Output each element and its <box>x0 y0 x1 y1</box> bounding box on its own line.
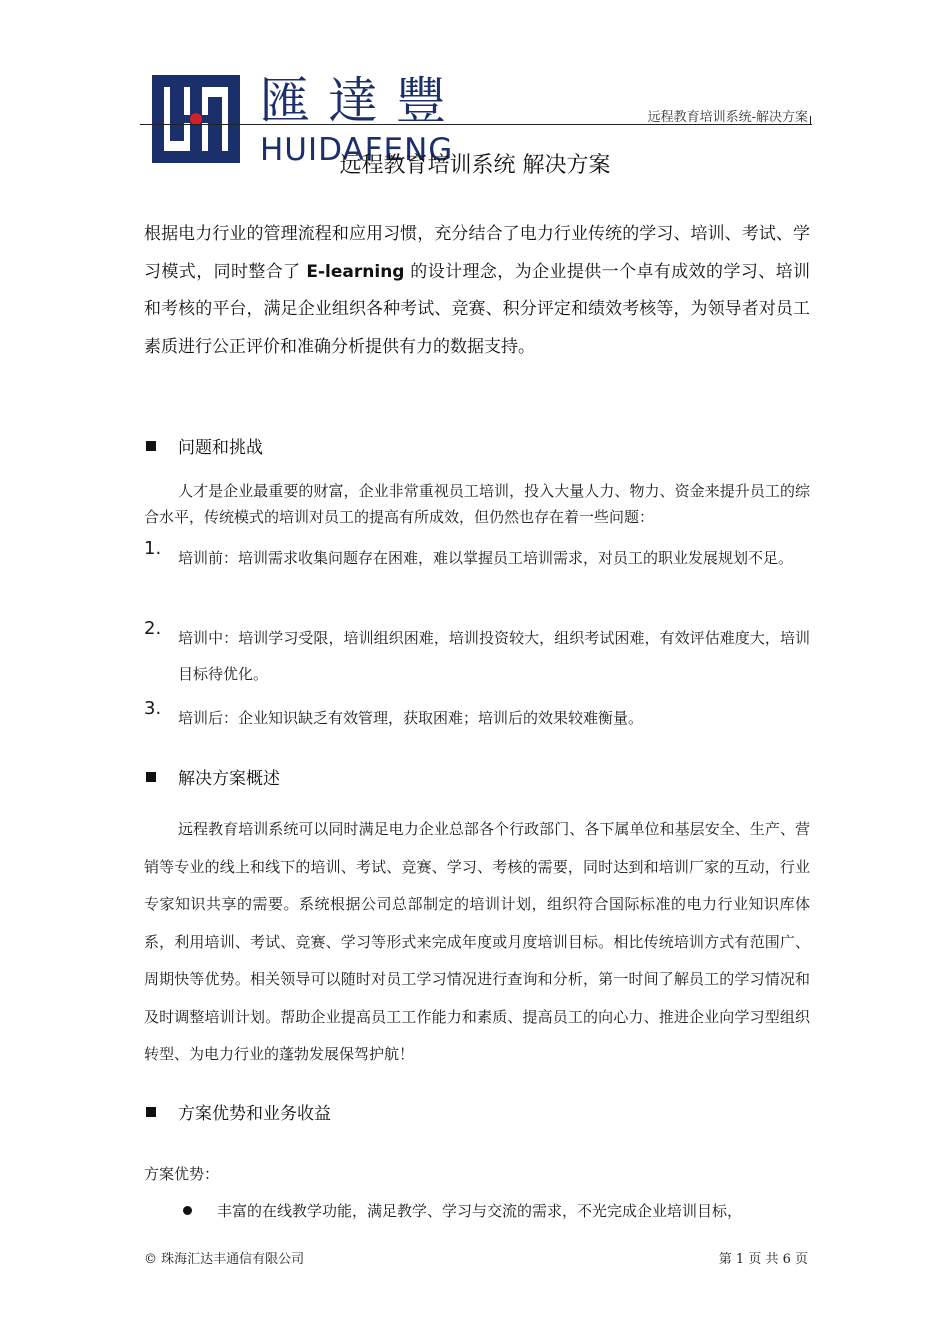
section-heading-text: 方案优势和业务收益 <box>178 1104 331 1124</box>
section-heading-text: 解决方案概述 <box>178 769 280 789</box>
intro-bold-term: E-learning <box>306 261 405 282</box>
intro-paragraph <box>144 216 810 366</box>
running-header: 远程教育培训系统-解决方案 <box>647 110 808 125</box>
bullet-text: 丰富的在线教学功能，满足教学、学习与交流的需求，不光完成企业培训目标， <box>217 1202 743 1220</box>
challenges-paragraph: 人才是企业最重要的财富，企业非常重视员工培训，投入大量人力、物力、资金来提升员工的综合水平，传统模式的培训对员工的提高有所成效，但仍然也存在着一些问题： <box>144 482 810 526</box>
advantages-label: 方案优势： <box>144 1165 220 1183</box>
section-heading-overview <box>146 764 280 789</box>
bullet-dot-icon <box>183 1206 192 1215</box>
list-number: 3. <box>144 698 162 719</box>
square-bullet-icon <box>146 1107 156 1117</box>
logo-chinese-text: 匯達豐 <box>260 72 464 130</box>
intro-text-part1: 根据电力行业的管理流程和应用习惯，充分结合了电力行业传统的学习、培训、考试、学习模式，同时整合了 <box>144 224 810 282</box>
header-rule <box>140 124 812 125</box>
document-title: 远程教育培训系统 解决方案 <box>339 153 611 178</box>
list-number: 2. <box>144 618 162 639</box>
logo-english-text: HUIDAFENG <box>260 132 454 168</box>
square-bullet-icon <box>146 772 156 782</box>
header-rule-tick <box>810 116 811 125</box>
footer-copyright: © 珠海汇达丰通信有限公司 <box>144 1252 305 1267</box>
overview-paragraph: 远程教育培训系统可以同时满足电力企业总部各个行政部门、各下属单位和基层安全、生产、营销等专业的线上和线下的培训、考试、竞赛、学习、考核的需要，同时达到和培训厂家的互动，行业专家知识共享的需要。系统根据公司总部制定的培训计划，组织符合国际标准的电力行业知识库体系，利用培训、考试、竞赛、学习等形式来完成年度或月度培训目标。相比传统培训方式有范围广、周期快等优势。相关领导可以随时对员工学习情况进行查询和分析，第一时间了解员工的学习情况和及时调整培训计划。帮助企业提高员工工作能力和素质、提高员工的向心力、推进企业向学习型组织转型、为电力行业的蓬勃发展保驾护航！ <box>144 820 810 1063</box>
square-bullet-icon <box>146 441 156 451</box>
footer-page-number: 第 1 页 共 6 页 <box>718 1252 808 1267</box>
list-number: 1. <box>144 538 162 559</box>
list-item-text: 培训中：培训学习受限，培训组织困难，培训投资较大，组织考试困难，有效评估难度大，培训目标待优化。 <box>178 629 810 683</box>
list-item-text: 培训后：企业知识缺乏有效管理，获取困难；培训后的效果较难衡量。 <box>178 709 644 727</box>
intro-text-part2: 的设计理念，为企业提供一个卓有成效的学习、培训和考核的平台，满足企业组织各种考试、竞赛、积分评定和绩效考核等，为领导者对员工素质进行公正评价和准确分析提供有力的数据支持。 <box>144 261 811 357</box>
section-heading-challenges <box>146 433 263 458</box>
section-heading-text: 问题和挑战 <box>178 438 263 458</box>
list-item-text: 培训前：培训需求收集问题存在困难，难以掌握员工培训需求，对员工的职业发展规划不足。 <box>178 549 794 567</box>
section-heading-advantages <box>146 1099 331 1124</box>
